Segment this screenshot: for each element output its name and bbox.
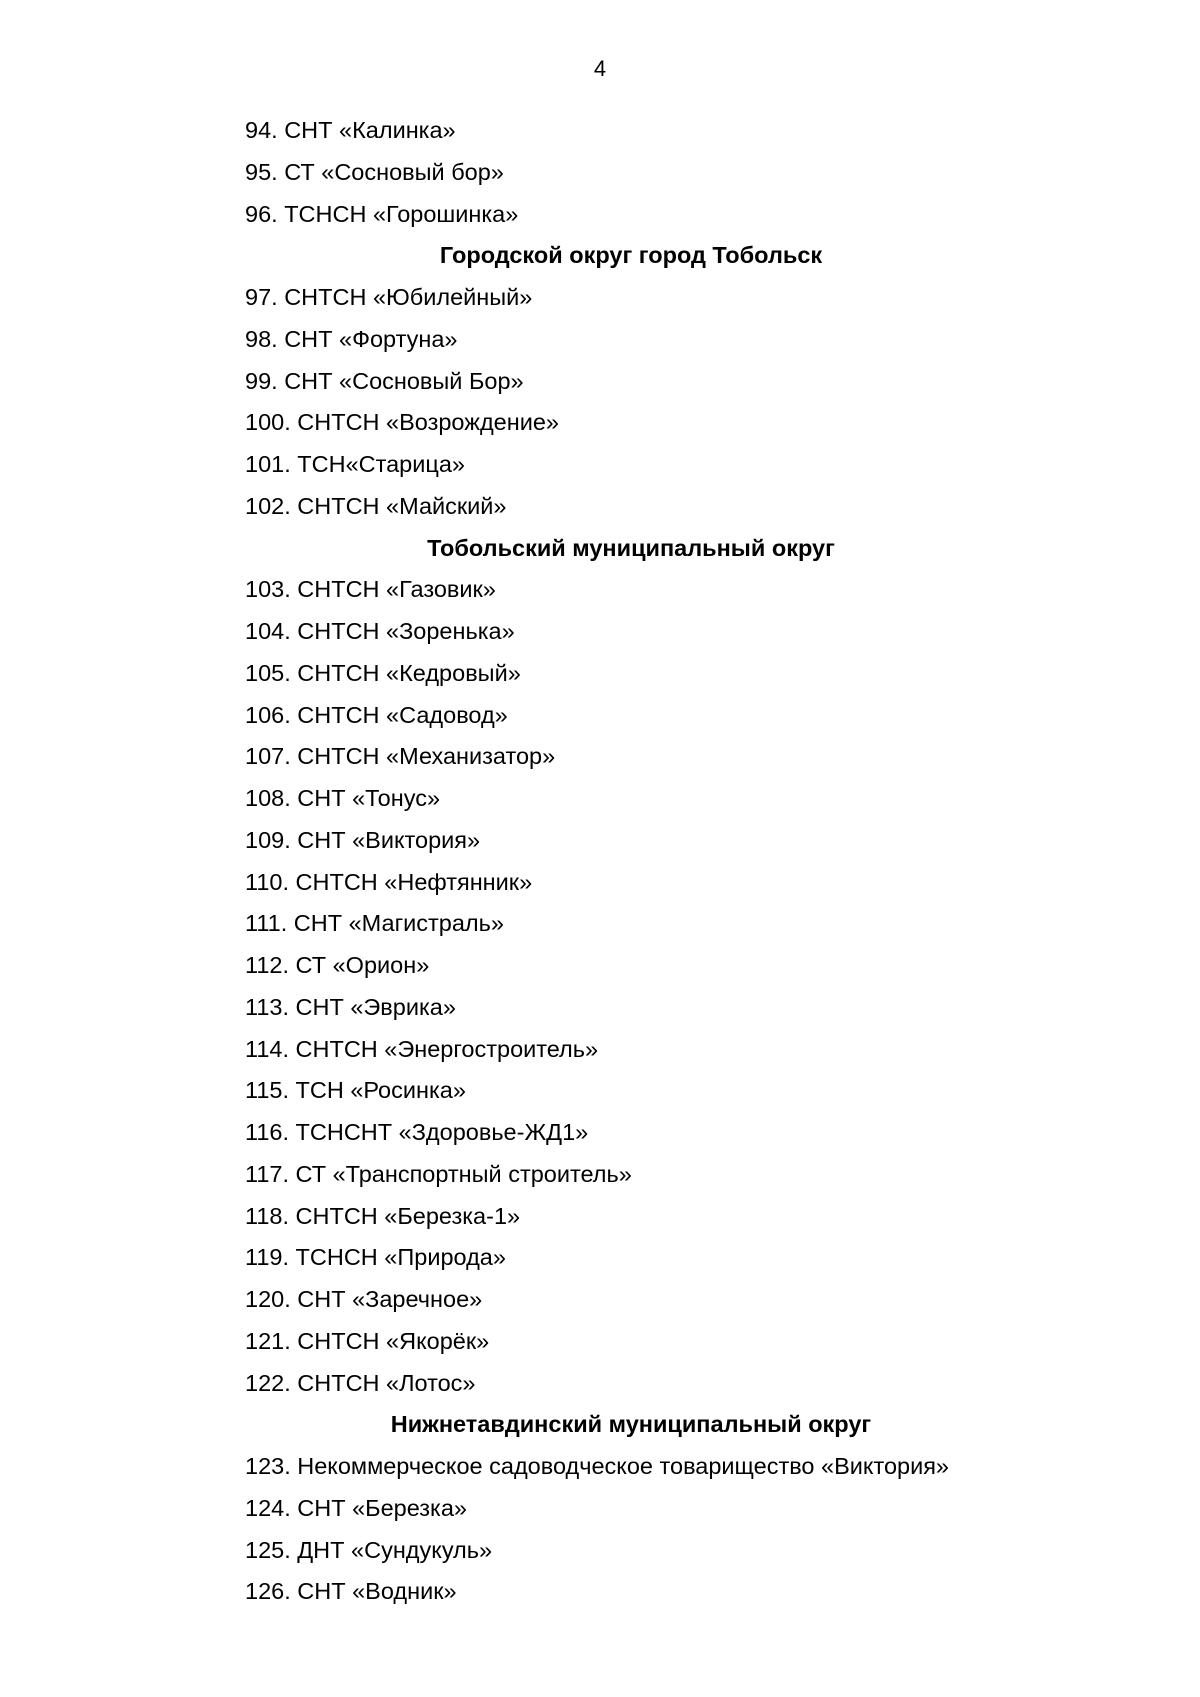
- list-item: 109. СНТ «Виктория»: [245, 826, 481, 853]
- list-item: 111. СНТ «Магистраль»: [245, 910, 504, 937]
- list-item: 95. СТ «Сосновый бор»: [245, 158, 504, 185]
- section-heading: Тобольский муниципальный округ: [427, 534, 835, 561]
- section-heading: Нижнетавдинский муниципальный округ: [390, 1411, 872, 1438]
- list-item: 97. СНТСН «Юбилейный»: [245, 284, 533, 310]
- list-item: 98. СНТ «Фортуна»: [245, 325, 458, 352]
- list-item: 118. СНТСН «Березка-1»: [245, 1202, 521, 1229]
- list-item: 117. СТ «Транспортный строитель»: [245, 1160, 632, 1187]
- list-item: 123. Некоммерческое садоводческое товарищество «Виктория»: [245, 1453, 950, 1479]
- list-item: 105. СНТСН «Кедровый»: [245, 659, 521, 686]
- list-item: 99. СНТ «Сосновый Бор»: [245, 367, 524, 394]
- list-item: 121. СНТСН «Якорёк»: [245, 1327, 490, 1354]
- list-item: 96. ТСНСН «Горошинка»: [245, 200, 519, 227]
- section-heading: Городской округ город Тобольск: [439, 242, 823, 269]
- list-item: 114. СНТСН «Энергостроитель»: [245, 1035, 599, 1062]
- list-item: 102. СНТСН «Майский»: [245, 492, 507, 519]
- list-item: 115. ТСН «Росинка»: [245, 1077, 466, 1104]
- page-number: 4: [593, 56, 607, 81]
- list-item: 119. ТСНСН «Природа»: [245, 1244, 506, 1271]
- list-item: 125. ДНТ «Сундукуль»: [245, 1536, 493, 1563]
- list-item: 106. СНТСН «Садовод»: [245, 701, 508, 728]
- list-item: 107. СНТСН «Механизатор»: [245, 743, 556, 770]
- list-item: 120. СНТ «Заречное»: [245, 1286, 483, 1312]
- list-item: 103. СНТСН «Газовик»: [245, 576, 496, 603]
- list-item: 110. СНТСН «Нефтянник»: [245, 868, 533, 895]
- list-item: 124. СНТ «Березка»: [245, 1494, 467, 1521]
- list-item: 122. СНТСН «Лотос»: [245, 1369, 476, 1396]
- list-item: 116. ТСНСНТ «Здоровье-ЖД1»: [245, 1119, 589, 1145]
- list-item: 104. СНТСН «Зоренька»: [245, 618, 515, 644]
- list-item: 113. СНТ «Эврика»: [245, 993, 456, 1020]
- list-item: 94. СНТ «Калинка»: [245, 117, 456, 143]
- list-item: 112. СТ «Орион»: [245, 952, 430, 978]
- list-item: 108. СНТ «Тонус»: [245, 785, 441, 811]
- document-list: [0, 110, 1200, 1613]
- list-item: 100. СНТСН «Возрождение»: [245, 409, 559, 436]
- list-item: 126. СНТ «Водник»: [245, 1578, 457, 1605]
- list-item: 101. ТСН«Старица»: [245, 451, 465, 477]
